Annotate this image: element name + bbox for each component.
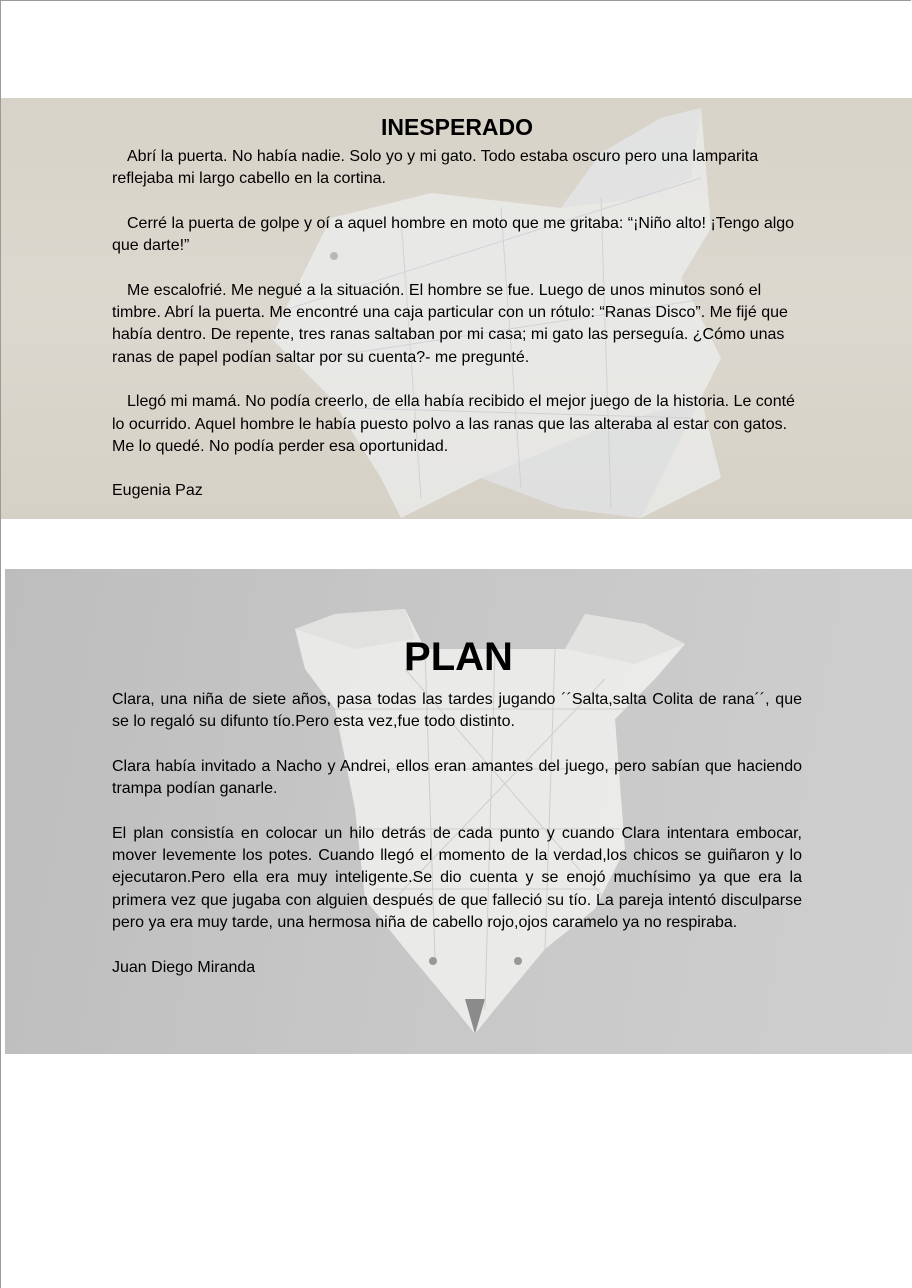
story-title: INESPERADO <box>380 114 534 140</box>
paragraph: Abrí la puerta. No había nadie. Solo yo y mi gato. Todo estaba oscuro pero una lamparita reflejaba mi largo cabello en la cortina. <box>112 148 759 188</box>
story-author: Eugenia Paz <box>112 482 203 500</box>
story-author: Juan Diego Miranda <box>112 958 256 976</box>
story-body <box>112 689 802 979</box>
paragraph: El plan consistía en colocar un hilo detrás de cada punto y cuando Clara intentara embocar, mover levemente los potes. Cuando llegó el momento de la verdad,los chicos se guiñaron y lo ejecutaron.Pero ella era muy inteligente.Se dio cuenta y se enojó muchísimo ya que era la primera vez que jugaba con alguien después de que falleció su tío. La pareja intentó disculparse pero ya era muy tarde, una hermosa niña de cabello rojo,ojos caramelo ya no respiraba. <box>112 824 802 931</box>
paragraph: Clara, una niña de siete años, pasa todas las tardes jugando ´´Salta,salta Colita de rana´´, que se lo regaló su difunto tío.Pero esta vez,fue todo distinto. <box>112 691 802 731</box>
story-title: PLAN <box>404 635 513 679</box>
paragraph: Cerré la puerta de golpe y oí a aquel hombre en moto que me gritaba: “¡Niño alto! ¡Tengo algo que darte!” <box>112 214 795 255</box>
paragraph: Llegó mi mamá. No podía creerlo, de ella había recibido el mejor juego de la historia. Le conté lo ocurrido. Aquel hombre le había puesto polvo a las ranas que las alteraba al estar con gatos. Me lo quedé. No podía perder esa oportunidad. <box>112 393 795 455</box>
paragraph: Clara había invitado a Nacho y Andrei, ellos eran amantes del juego, pero sabían que haciendo trampa podían ganarle. <box>112 757 802 798</box>
paragraph: Me escalofrié. Me negué a la situación. El hombre se fue. Luego de unos minutos sonó el timbre. Abrí la puerta. Me encontré una caja particular con un rótulo: “Ranas Disco”. Me fijé que había dentro. De repente, tres ranas saltaban por mi casa; mi gato las perseguía. ¿Cómo unas ranas de papel podían saltar por su cuenta?- me pregunté. <box>112 281 788 366</box>
story-inesperado <box>1 98 912 519</box>
story-body <box>112 146 802 503</box>
story-plan <box>5 569 912 1054</box>
